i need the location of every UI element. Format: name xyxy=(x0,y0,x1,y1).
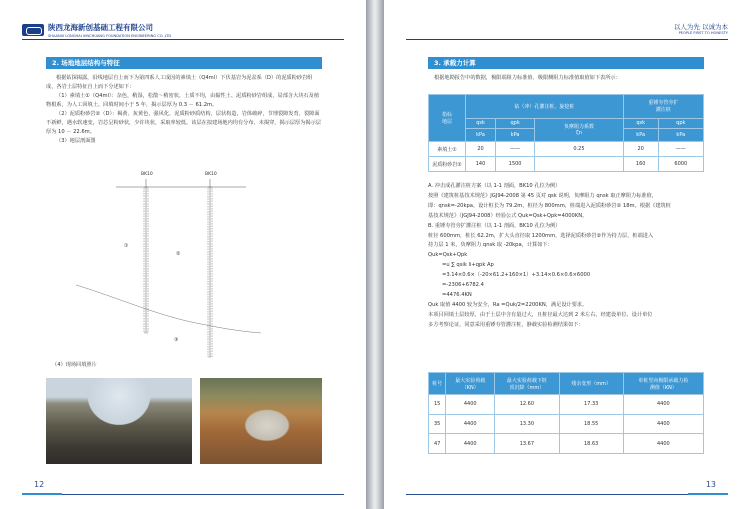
calc-line: Quk=Qsk+Qpk xyxy=(428,252,468,259)
cell-value: 0.25 xyxy=(535,142,624,157)
cell-value: 20 xyxy=(623,142,658,157)
calc-line: 本项目回填土层较厚，由于土层中含有量过大，且桩径最大达到 2 米左右，经建设单位、设计单位 xyxy=(428,311,653,318)
th-group-rammed: 重锤夯管旁扩 灌注桩 xyxy=(623,95,703,119)
th-max-load: 最大实验荷载 （KN） xyxy=(446,373,495,395)
calc-line: =3.14×0.6×（-20×61.2+160×1）+3.14×0.6×0.6×6000 xyxy=(442,272,591,279)
paragraph-intro: 根据钻探揭露，沿线地层自上而下为第四系人工成因的素填土（Q4ml）下伏基岩为泥盆系（D）的泥质粉砂岩组成，各岩土层特征自上而下分述如下： xyxy=(46,75,313,90)
borehole-left-label: BK10 xyxy=(141,172,153,177)
paragraph-siltstone: （2）泥质粉砂岩②（D）：褐黄、灰黄色，强风化，泥质粉砂质结构，层状构造，岩体破碎，节理裂隙发育，裂隙面不新鲜，遇水软速变，岩芯呈粉砂状，少许块状，采取率较低。该层在拟建场地内均有分布，未揭穿，揭示层厚为揭示层厚为 10 － 22.6m。 xyxy=(46,111,321,135)
th-capacity: 单桩竖向极限承载力检 测值（KN） xyxy=(623,373,703,395)
slogan-cn: 以人为先 以诚为本 xyxy=(673,23,728,31)
cell-value: 18.63 xyxy=(559,434,623,454)
calc-line: Quk 取值 4400 较为安全，Ra =Quk/2=2200KN，满足设计要求。 xyxy=(428,301,588,308)
cell-value: 1500 xyxy=(496,157,535,172)
footer-accent xyxy=(22,493,62,495)
cell-value: 15 xyxy=(429,395,446,415)
th-kpa-1: kPa xyxy=(466,129,496,142)
calc-line: =4476.4KN xyxy=(442,291,472,298)
cell-value xyxy=(535,157,624,172)
cell-value: 13.30 xyxy=(495,414,560,434)
right-page xyxy=(384,0,750,509)
table-intro-text: 根据地勘报告中的数据，极限端阻力标准值、极限侧阻力标准值取值如下表所示： xyxy=(434,75,621,81)
header-rule xyxy=(406,39,728,40)
calc-line: 按照《建筑桩基技术规范》JGJ94-2008 第 45 页对 qsk 说明，负摩阻力 qnsk 取正摩阻力标准值， xyxy=(428,192,657,199)
photos-caption: （4）现场回填照片 xyxy=(52,362,97,368)
layer-label-3: ③ xyxy=(174,337,179,343)
footer-rule xyxy=(22,494,344,495)
calc-line: A. 冲击成孔灌注桩方案（以 1-1 剖面，BK10 孔位为例） xyxy=(428,183,561,189)
th-group-bored: 钻（冲）孔灌注桩、旋挖桩 xyxy=(466,95,624,119)
th-qpk-1: qpk xyxy=(496,118,535,129)
cell-value: 12.60 xyxy=(495,395,560,415)
calc-line: 多方考察论证，同意采用重锤夯管灌注桩，静载实验检测结果如下： xyxy=(428,321,584,328)
header-slogan xyxy=(674,22,728,35)
cell-value: 18.55 xyxy=(559,414,623,434)
cell-value: 47 xyxy=(429,434,446,454)
cell-value: 4400 xyxy=(446,414,495,434)
cell-layer: 泥质粉砂岩② xyxy=(429,157,466,172)
th-residual: 残余变形（mm） xyxy=(559,373,623,395)
layer-label-2: ② xyxy=(176,251,181,257)
th-kpa-4: kPa xyxy=(658,129,703,142)
table-row xyxy=(429,434,704,454)
site-photo-backfill-2 xyxy=(200,378,322,464)
th-qsk-1: qsk xyxy=(466,118,496,129)
calculation-text xyxy=(428,182,708,331)
page-number-left: 12 xyxy=(34,480,45,489)
cell-value: 140 xyxy=(466,157,496,172)
th-qpk-2: qpk xyxy=(658,118,703,129)
section-title-bearing: 3. 承载力计算 xyxy=(428,57,704,69)
calc-line: 即：qnsk=-20kpa。设计桩长为 79.2m，桩径为 800mm，桩端进入泥质粉砂岩② 18m。根据《建筑桩 xyxy=(428,202,671,209)
calc-line: =u ∑ qsik li+qpk Ap xyxy=(442,262,494,269)
soil-parameter-table xyxy=(428,94,704,172)
cell-value: 4400 xyxy=(446,395,495,415)
paragraph-fill-soil: （1）素填土①（Q4ml）：杂色，稍湿，松散～稍密状，土质不均，由黏性土、泥质粉砂岩组成，局部含大块石及植物根系，为人工回填土。回填时间小于 5 年，揭示层厚为 0.3 － 61.2m。 xyxy=(46,93,320,108)
cell-value: 13.67 xyxy=(495,434,560,454)
cell-value: 17.33 xyxy=(559,395,623,415)
section-title-strata: 2. 场地地层结构与特征 xyxy=(46,57,322,69)
calc-line: B. 重锤夯管旁扩灌注桩（以 1-1 剖面，BK10 孔位为例） xyxy=(428,222,561,229)
cell-value: 35 xyxy=(429,414,446,434)
book-spine xyxy=(366,0,384,509)
paragraph-profile-heading: （3）地层剖面图 xyxy=(56,138,96,144)
page-number-right: 13 xyxy=(705,480,716,489)
layer-label-1: ① xyxy=(124,243,129,249)
th-kpa-2: kPa xyxy=(496,129,535,142)
th-zeta: 负摩阻力系数 ζn xyxy=(535,118,624,142)
header-rule xyxy=(22,39,344,40)
cell-value: 4400 xyxy=(623,414,703,434)
logo-name-en: SHAANXI LONGHAI XINCHUANG FOUNDATION ENGINEERING CO.,LTD xyxy=(48,34,172,38)
left-page xyxy=(0,0,366,509)
strata-profile-diagram xyxy=(46,165,322,365)
site-photo-backfill-1 xyxy=(46,378,192,464)
calc-line: 基技术规范》（JGJ94-2008）经验公式 Quk=Qsk+Qpk=4000KN。 xyxy=(428,212,588,219)
cell-value: —— xyxy=(658,142,703,157)
company-logo xyxy=(22,22,171,38)
borehole-right-label: BK10 xyxy=(205,172,217,177)
cell-layer: 素填土① xyxy=(429,142,466,157)
strata-description xyxy=(46,74,322,146)
calc-line: 持力层 1 米，负摩阻力 qnsk 取 -20kpa，计算如下： xyxy=(428,242,553,249)
cell-value: 4400 xyxy=(446,434,495,454)
logo-mark-icon xyxy=(22,24,44,36)
table-row xyxy=(429,414,704,434)
th-kpa-3: kPa xyxy=(623,129,658,142)
table-row xyxy=(429,142,704,157)
th-pile-no: 桩号 xyxy=(429,373,446,395)
cell-value: 4400 xyxy=(623,395,703,415)
calc-line: =-2306+6782.4 xyxy=(442,282,484,289)
th-layer: 指标 地层 xyxy=(429,95,466,142)
cell-value: 160 xyxy=(623,157,658,172)
th-settlement: 最大实验荷载下桩 顶沉降（mm） xyxy=(495,373,560,395)
calc-line: 桩径 600mm，桩长 62.2m，扩大头直径取 1200mm，选择泥质粉砂岩②作为持力层，桩端进入 xyxy=(428,232,654,239)
load-test-table xyxy=(428,372,704,454)
footer-accent xyxy=(688,493,728,495)
cell-value: —— xyxy=(496,142,535,157)
footer-rule xyxy=(406,494,728,495)
layer-boundary-line xyxy=(76,285,261,333)
slogan-en: PEOPLE FIRST TO HONESTY xyxy=(678,31,728,35)
logo-name-cn: 陕西龙海新创基础工程有限公司 xyxy=(48,23,153,32)
cell-value: 20 xyxy=(466,142,496,157)
th-qsk-2: qsk xyxy=(623,118,658,129)
cell-value: 6000 xyxy=(658,157,703,172)
cell-value: 4400 xyxy=(623,434,703,454)
table-row xyxy=(429,395,704,415)
table-row xyxy=(429,157,704,172)
